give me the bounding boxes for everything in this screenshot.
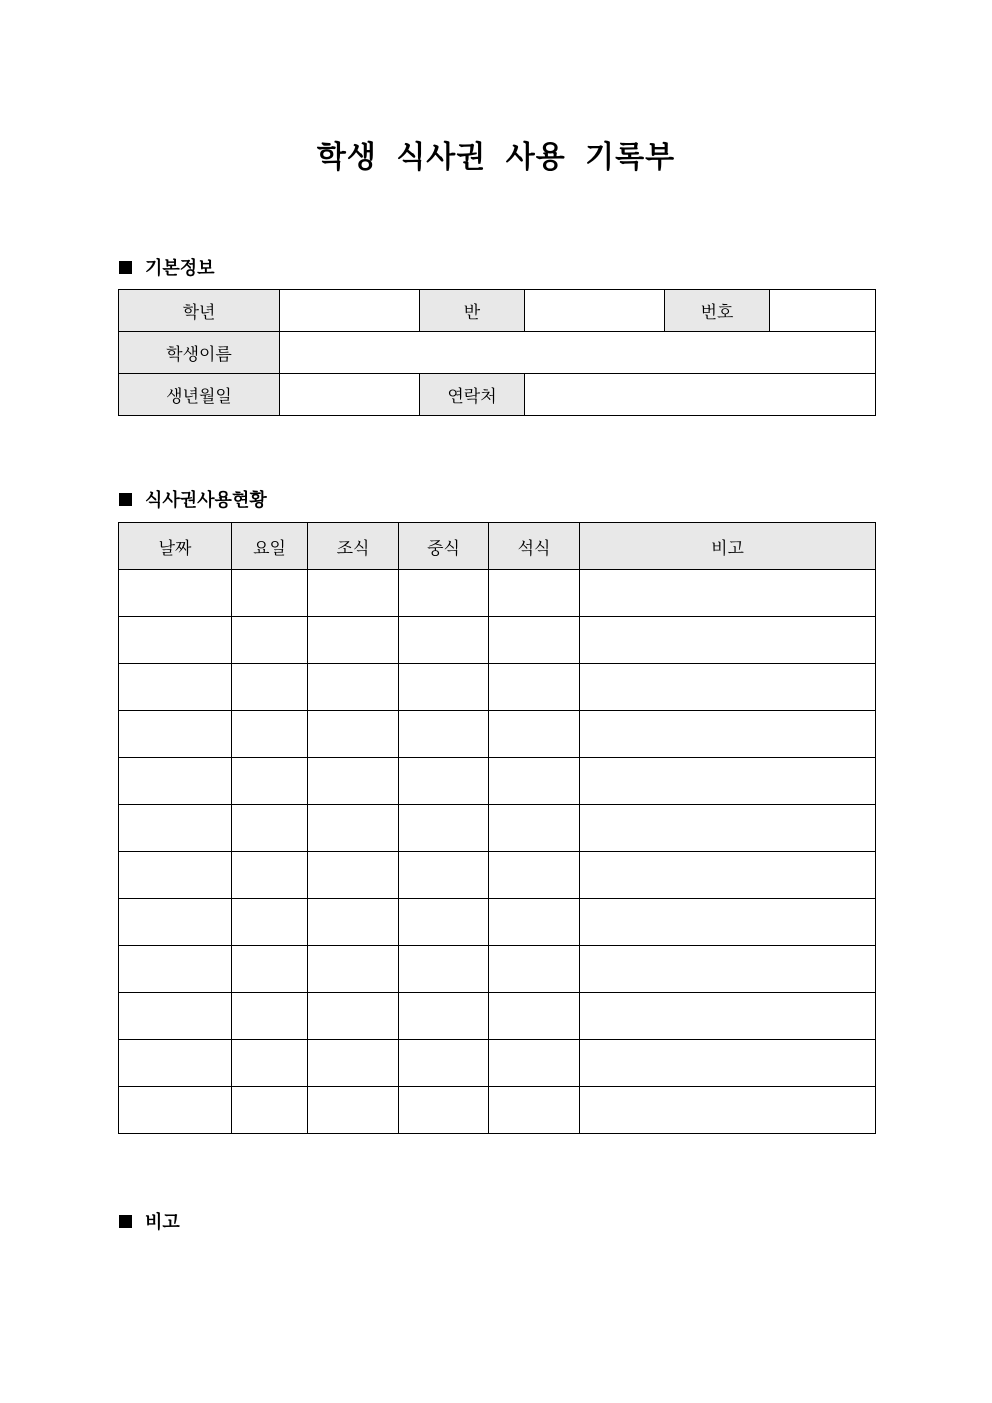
lunch-cell[interactable] [399, 1087, 489, 1134]
remarks-cell[interactable] [580, 1087, 876, 1134]
remarks-cell[interactable] [580, 711, 876, 758]
day-cell[interactable] [232, 1087, 308, 1134]
table-row [119, 758, 876, 805]
breakfast-cell[interactable] [308, 1040, 399, 1087]
remarks-cell[interactable] [580, 852, 876, 899]
dinner-cell[interactable] [489, 570, 580, 617]
remarks-cell[interactable] [580, 570, 876, 617]
lunch-cell[interactable] [399, 711, 489, 758]
breakfast-cell[interactable] [308, 852, 399, 899]
dinner-cell[interactable] [489, 1040, 580, 1087]
birth-date-field[interactable] [280, 374, 420, 416]
remarks-cell[interactable] [580, 993, 876, 1040]
basic-info-row [119, 332, 876, 374]
table-row [119, 946, 876, 993]
day-cell[interactable] [232, 1040, 308, 1087]
basic-info-table [118, 289, 876, 416]
table-row [119, 993, 876, 1040]
day-cell[interactable] [232, 946, 308, 993]
lunch-cell[interactable] [399, 664, 489, 711]
dinner-cell[interactable] [489, 993, 580, 1040]
lunch-cell[interactable] [399, 852, 489, 899]
day-cell[interactable] [232, 852, 308, 899]
breakfast-cell[interactable] [308, 664, 399, 711]
remarks-heading-text: 비고 [145, 1212, 180, 1233]
date-cell[interactable] [119, 664, 232, 711]
table-row [119, 1040, 876, 1087]
basic-info-heading-text: 기본정보 [145, 258, 215, 279]
remarks-cell[interactable] [580, 805, 876, 852]
day-cell[interactable] [232, 758, 308, 805]
dinner-cell[interactable] [489, 946, 580, 993]
usage-body [119, 570, 876, 1134]
breakfast-cell[interactable] [308, 617, 399, 664]
lunch-cell[interactable] [399, 570, 489, 617]
basic-info-row [119, 374, 876, 416]
lunch-cell[interactable] [399, 758, 489, 805]
remarks-cell[interactable] [580, 664, 876, 711]
student-name-field[interactable] [280, 332, 876, 374]
page-title: 학생 식사권 사용 기록부 [316, 140, 676, 175]
column-header-dinner: 석식 [489, 523, 580, 570]
usage-table [118, 522, 876, 1134]
square-bullet-icon [119, 493, 132, 506]
table-row [119, 570, 876, 617]
breakfast-cell[interactable] [308, 711, 399, 758]
basic-info-row [119, 290, 876, 332]
table-row [119, 852, 876, 899]
dinner-cell[interactable] [489, 805, 580, 852]
basic-info-heading [119, 254, 215, 280]
day-cell[interactable] [232, 805, 308, 852]
usage-heading [119, 486, 267, 512]
date-cell[interactable] [119, 805, 232, 852]
usage-heading-text: 식사권사용현황 [145, 490, 267, 511]
table-row [119, 617, 876, 664]
lunch-cell[interactable] [399, 805, 489, 852]
dinner-cell[interactable] [489, 664, 580, 711]
breakfast-cell[interactable] [308, 570, 399, 617]
contact-label: 연락처 [420, 374, 525, 416]
number-field[interactable] [770, 290, 876, 332]
date-cell[interactable] [119, 617, 232, 664]
class-field[interactable] [525, 290, 665, 332]
usage-header-row [119, 523, 876, 570]
date-cell[interactable] [119, 711, 232, 758]
grade-label: 학년 [119, 290, 280, 332]
table-row [119, 899, 876, 946]
date-cell[interactable] [119, 899, 232, 946]
lunch-cell[interactable] [399, 899, 489, 946]
dinner-cell[interactable] [489, 758, 580, 805]
date-cell[interactable] [119, 570, 232, 617]
day-cell[interactable] [232, 570, 308, 617]
breakfast-cell[interactable] [308, 1087, 399, 1134]
class-label: 반 [420, 290, 525, 332]
column-header-breakfast: 조식 [308, 523, 399, 570]
column-header-day: 요일 [232, 523, 308, 570]
table-row [119, 711, 876, 758]
remarks-cell[interactable] [580, 758, 876, 805]
day-cell[interactable] [232, 617, 308, 664]
date-cell[interactable] [119, 993, 232, 1040]
day-cell[interactable] [232, 899, 308, 946]
remarks-heading [119, 1208, 180, 1234]
grade-field[interactable] [280, 290, 420, 332]
column-header-remarks: 비고 [580, 523, 876, 570]
column-header-lunch: 중식 [399, 523, 489, 570]
lunch-cell[interactable] [399, 1040, 489, 1087]
dinner-cell[interactable] [489, 1087, 580, 1134]
lunch-cell[interactable] [399, 993, 489, 1040]
birth-date-label: 생년월일 [119, 374, 280, 416]
square-bullet-icon [119, 1215, 132, 1228]
remarks-cell[interactable] [580, 946, 876, 993]
lunch-cell[interactable] [399, 617, 489, 664]
student-name-label: 학생이름 [119, 332, 280, 374]
table-row [119, 1087, 876, 1134]
dinner-cell[interactable] [489, 711, 580, 758]
square-bullet-icon [119, 261, 132, 274]
breakfast-cell[interactable] [308, 805, 399, 852]
dinner-cell[interactable] [489, 852, 580, 899]
day-cell[interactable] [232, 711, 308, 758]
breakfast-cell[interactable] [308, 993, 399, 1040]
date-cell[interactable] [119, 852, 232, 899]
contact-field[interactable] [525, 374, 876, 416]
breakfast-cell[interactable] [308, 946, 399, 993]
breakfast-cell[interactable] [308, 899, 399, 946]
date-cell[interactable] [119, 946, 232, 993]
day-cell[interactable] [232, 993, 308, 1040]
date-cell[interactable] [119, 1087, 232, 1134]
column-header-date: 날짜 [119, 523, 232, 570]
table-row [119, 805, 876, 852]
date-cell[interactable] [119, 1040, 232, 1087]
lunch-cell[interactable] [399, 946, 489, 993]
remarks-cell[interactable] [580, 617, 876, 664]
table-row [119, 664, 876, 711]
date-cell[interactable] [119, 758, 232, 805]
remarks-cell[interactable] [580, 1040, 876, 1087]
breakfast-cell[interactable] [308, 758, 399, 805]
remarks-cell[interactable] [580, 899, 876, 946]
day-cell[interactable] [232, 664, 308, 711]
dinner-cell[interactable] [489, 899, 580, 946]
number-label: 번호 [665, 290, 770, 332]
dinner-cell[interactable] [489, 617, 580, 664]
